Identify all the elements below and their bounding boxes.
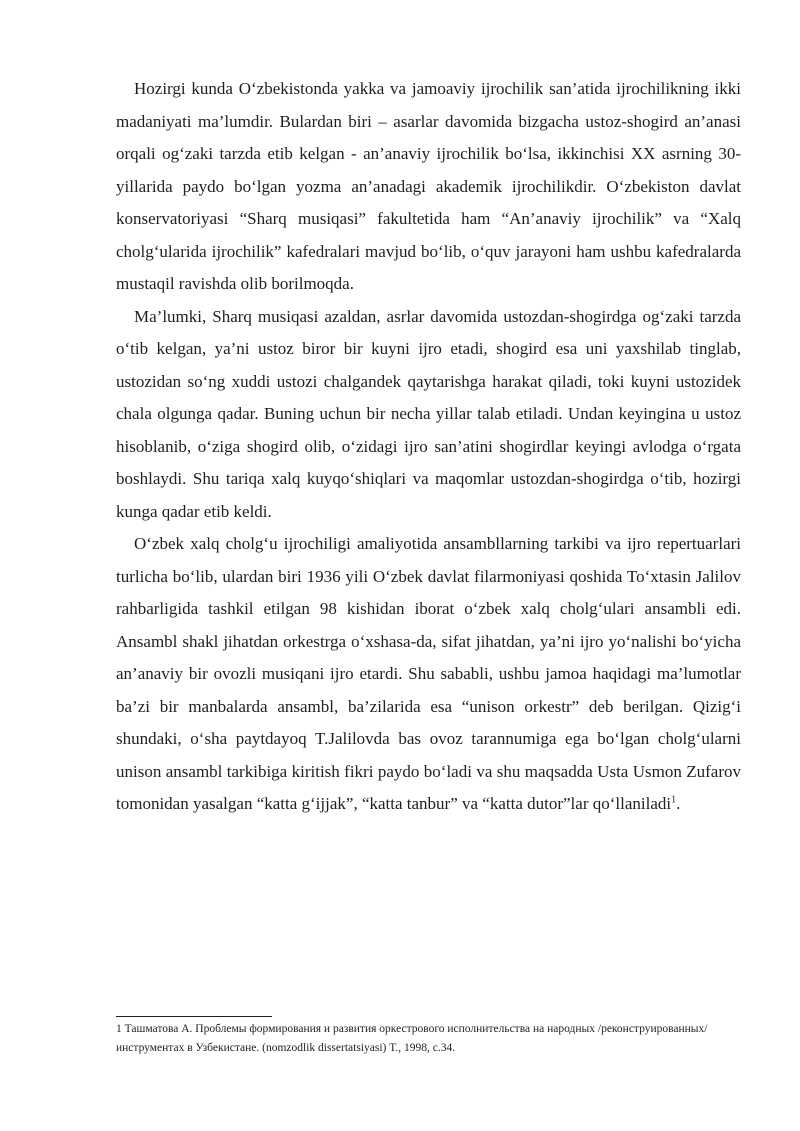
footnote-text: 1 Ташматова А. Проблемы формирования и развития оркестрового исполнительства на народных /реконструированных/ инструментах в Узбекистане. (nomzodlik dissertatsiyasi) T., 1998, c.34. bbox=[116, 1023, 708, 1054]
paragraph-1 bbox=[116, 73, 741, 301]
body-text bbox=[116, 73, 741, 821]
paragraph-3 bbox=[116, 528, 741, 821]
footnote-separator bbox=[116, 1016, 272, 1017]
paragraph-1-text: Hozirgi kunda O‘zbekistonda yakka va jamoaviy ijrochilik san’atida ijrochilikning ikki madaniyati ma’lumdir. Bulardan biri – asarlar davomida bizgacha ustoz-shogird an’anasi orqali og‘zaki tarzda etib kelgan - an’anaviy ijrochilik bo‘lsa, ikkinchisi XX asrning 30-yillarida paydo bo‘lgan yozma an’anadagi akademik ijrochilikdir. O‘zbekiston davlat konservatoriyasi “Sharq musiqasi” fakultetida ham “An’anaviy ijrochilik” va “Xalq cholg‘ularida ijrochilik” kafedralari mavjud bo‘lib, o‘quv jarayoni ham ushbu kafedralarda mustaqil ravishda olib borilmoqda. bbox=[116, 79, 741, 293]
footnote bbox=[116, 1020, 741, 1058]
footnote-reference[interactable]: 1 bbox=[671, 794, 677, 806]
paragraph-3-trailing: . bbox=[676, 794, 681, 813]
paragraph-2 bbox=[116, 301, 741, 529]
paragraph-3-text: O‘zbek xalq cholg‘u ijrochiligi amaliyotida ansambllarning tarkibi va ijro repertuarlari turlicha bo‘lib, ulardan biri 1936 yili O‘zbek davlat filarmoniyasi qoshida To‘xtasin Jalilov rahbarligida tashkil etilgan 98 kishidan iborat o‘zbek xalq cholg‘ulari ansambli edi. Ansambl shakl jihatdan orkestrga o‘xshasa-da, sifat jihatdan, ya’ni ijro yo‘nalishi bo‘yicha an’anaviy bir ovozli musiqani ijro etardi. Shu sababli, ushbu jamoa haqidagi ma’lumotlar ba’zi bir manbalarda ansambl, ba’zilarida esa “unison orkestr” deb berilgan. Qizig‘i shundaki, o‘sha paytdayoq T.Jalilovda bas ovoz tarannumiga ega bo‘lgan cholg‘ularni unison ansambl tarkibiga kiritish fikri paydo bo‘ladi va shu maqsadda Usta Usmon Zufarov tomonidan yasalgan “katta g‘ijjak”, “katta tanbur” va “katta dutor”lar qo‘llaniladi bbox=[116, 534, 741, 813]
paragraph-2-text: Ma’lumki, Sharq musiqasi azaldan, asrlar davomida ustozdan-shogirdga og‘zaki tarzda o‘tib kelgan, ya’ni ustoz biror bir kuyni ijro etadi, shogird esa uni yaxshilab tinglab, ustozidan so‘ng xuddi ustozi chalgandek qaytarishga harakat qiladi, toki kuyni ustozidek chala olgunga qadar. Buning uchun bir necha yillar talab etiladi. Undan keyingina u ustoz hisoblanib, o‘ziga shogird olib, o‘zidagi ijro san’atini shogirdlar keyingi avlodga o‘rgata boshlaydi. Shu tariqa xalq kuyqo‘shiqlari va maqomlar ustozdan-shogirdga o‘tib, hozirgi kunga qadar etib keldi. bbox=[116, 306, 741, 521]
